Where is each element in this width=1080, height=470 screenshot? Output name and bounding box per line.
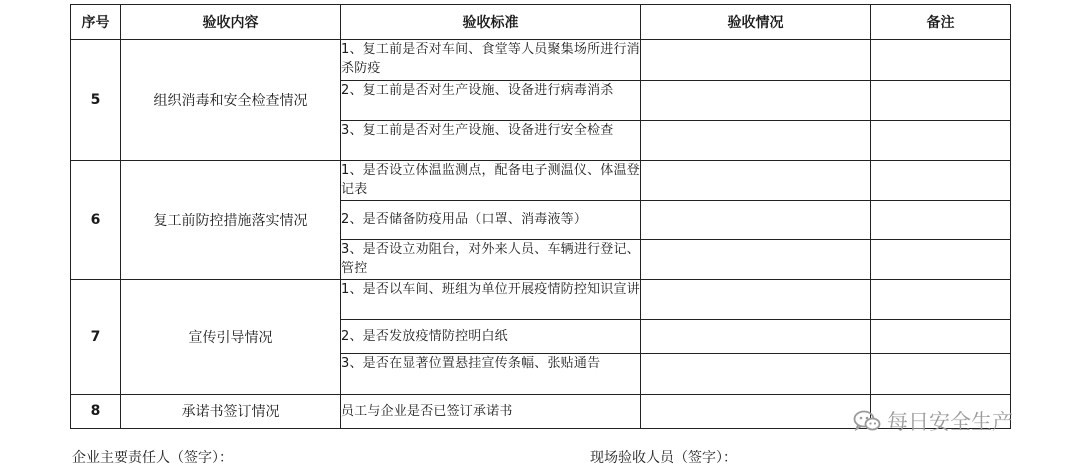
row-number: 6 (71, 161, 121, 280)
remarks-cell[interactable] (871, 239, 1011, 279)
remarks-cell[interactable] (871, 354, 1011, 394)
status-cell[interactable] (641, 354, 871, 394)
remarks-cell[interactable] (871, 120, 1011, 160)
criterion-cell: 员工与企业是否已签订承诺书 (341, 394, 641, 428)
status-cell[interactable] (641, 201, 871, 239)
criterion-cell: 3、是否设立劝阻台，对外来人员、车辆进行登记、管控 (341, 239, 641, 279)
table-row (71, 279, 1011, 319)
remarks-cell[interactable] (871, 201, 1011, 239)
criterion-cell: 1、复工前是否对车间、食堂等人员聚集场所进行消杀防疫 (341, 40, 641, 80)
header-content: 验收内容 (121, 5, 341, 40)
row-content: 承诺书签订情况 (121, 394, 341, 428)
acceptance-table (70, 4, 1011, 429)
status-cell[interactable] (641, 279, 871, 319)
criterion-cell: 1、是否设立体温监测点，配备电子测温仪、体温登记表 (341, 161, 641, 201)
watermark (853, 406, 1013, 436)
remarks-cell[interactable] (871, 320, 1011, 354)
status-cell[interactable] (641, 320, 871, 354)
row-content: 组织消毒和安全检查情况 (121, 40, 341, 161)
row-content: 复工前防控措施落实情况 (121, 161, 341, 280)
header-remarks: 备注 (871, 5, 1011, 40)
inspector-signature-label: 现场验收人员（签字）： (590, 450, 737, 466)
remarks-cell[interactable] (871, 161, 1011, 201)
table-row (71, 161, 1011, 201)
header-criteria: 验收标准 (341, 5, 641, 40)
row-number: 7 (71, 279, 121, 394)
status-cell[interactable] (641, 40, 871, 80)
remarks-cell[interactable] (871, 40, 1011, 80)
criterion-cell: 2、是否发放疫情防控明白纸 (341, 320, 641, 354)
header-row (71, 5, 1011, 40)
status-cell[interactable] (641, 120, 871, 160)
criterion-cell: 1、是否以车间、班组为单位开展疫情防控知识宣讲 (341, 279, 641, 319)
table-row (71, 40, 1011, 80)
header-num: 序号 (71, 5, 121, 40)
company-signature-label: 企业主要责任人（签字）： (72, 450, 233, 466)
status-cell[interactable] (641, 161, 871, 201)
watermark-text: 每日安全生产 (887, 410, 1013, 434)
row-number: 8 (71, 394, 121, 428)
remarks-cell[interactable] (871, 279, 1011, 319)
criterion-cell: 3、是否在显著位置悬挂宣传条幅、张贴通告 (341, 354, 641, 394)
status-cell[interactable] (641, 394, 871, 428)
row-number: 5 (71, 40, 121, 161)
criterion-cell: 2、复工前是否对生产设施、设备进行病毒消杀 (341, 80, 641, 120)
header-status: 验收情况 (641, 5, 871, 40)
criterion-cell: 2、是否储备防疫用品（口罩、消毒液等） (341, 201, 641, 239)
status-cell[interactable] (641, 239, 871, 279)
criterion-cell: 3、复工前是否对生产设施、设备进行安全检查 (341, 120, 641, 160)
wechat-icon (853, 410, 881, 432)
row-content: 宣传引导情况 (121, 279, 341, 394)
remarks-cell[interactable] (871, 80, 1011, 120)
status-cell[interactable] (641, 80, 871, 120)
